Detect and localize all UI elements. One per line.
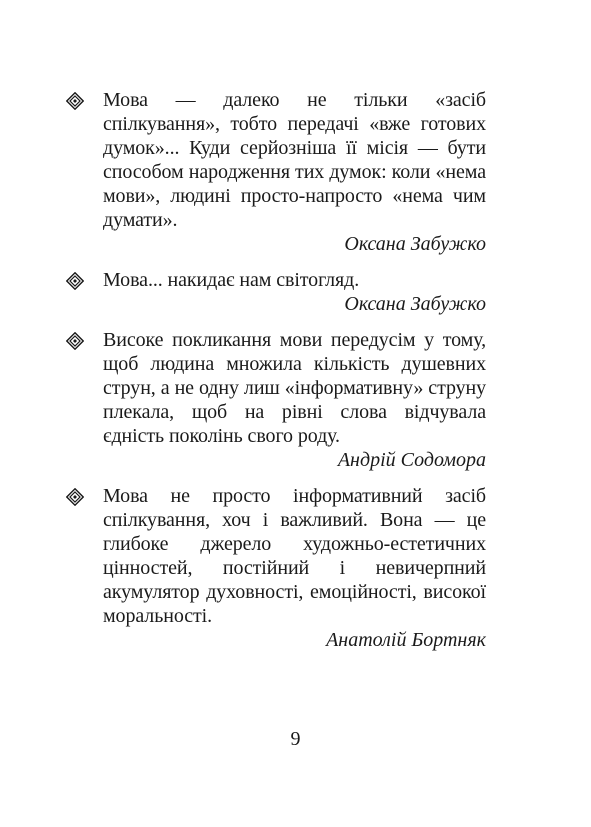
quote-text: Високе покликання мови передусім у тому, щоб людина множила кількість душевних струн, а не одну лиш «інформативну» струну плекала, щоб на рівні слова відчувала єдність поколінь свого роду. xyxy=(103,329,486,447)
quote-text: Мова — далеко не тільки «засіб спілкування», тобто передачі «вже готових думок»... Куди серйозніша її місія — бути способом народження тих думок: коли «нема мови», людині просто-напросто «нема чим думати». xyxy=(103,89,486,231)
diamond-ornament-icon xyxy=(66,272,84,290)
quotes-page xyxy=(66,88,486,664)
quote-author: Анатолій Бортняк xyxy=(326,629,486,651)
quote-text: Мова... накидає нам світогляд. xyxy=(103,269,360,291)
quote-block xyxy=(66,268,486,316)
quote-block xyxy=(66,484,486,652)
quote-author: Оксана Забужко xyxy=(344,293,486,315)
diamond-ornament-icon xyxy=(66,488,84,506)
diamond-ornament-icon xyxy=(66,332,84,350)
page-number: 9 xyxy=(290,728,301,750)
diamond-ornament-icon xyxy=(66,92,84,110)
quote-author: Андрій Содомора xyxy=(337,449,486,471)
quote-block xyxy=(66,328,486,472)
quote-author: Оксана Забужко xyxy=(344,233,486,255)
quote-block xyxy=(66,88,486,256)
quote-text: Мова не просто інформативний засіб спілкування, хоч і важливий. Вона — це глибоке джерело художньо-естетичних цінностей, постійний і невичерпний акумулятор духовності, емоційності, високої моральності. xyxy=(103,485,486,627)
